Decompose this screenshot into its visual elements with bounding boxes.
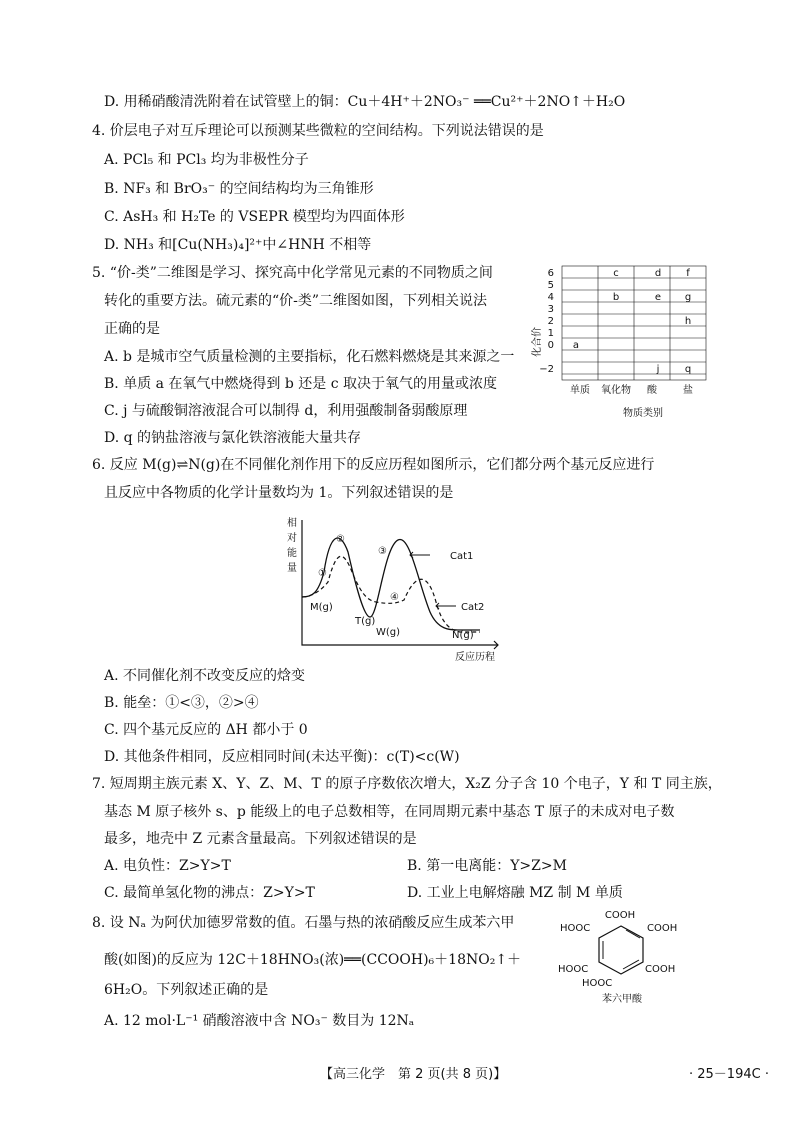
hooc-lower-left: HOOC: [558, 964, 589, 975]
cooh-lower-right: COOH: [645, 964, 676, 975]
cat2-label: Cat2: [461, 602, 485, 613]
q4-stem: 4. 价层电子对互斥理论可以预测某些微粒的空间结构。下列说法错误的是: [92, 123, 544, 139]
q4-option-b: B. NF₃ 和 BrO₃⁻ 的空间结构均为三角锥形: [104, 181, 374, 197]
q5-option-b: B. 单质 a 在氧气中燃烧得到 b 还是 c 取决于氧气的用量或浓度: [104, 376, 498, 392]
valence-tick: 0: [547, 340, 554, 351]
m-label: M(g): [310, 602, 333, 613]
valence-tick: 6: [547, 268, 554, 279]
n-label: N(g): [452, 630, 474, 641]
q5-option-c: C. j 与硫酸铜溶液混合可以制得 d，利用强酸制备弱酸原理: [104, 403, 468, 419]
valence-tick: 2: [547, 316, 554, 327]
valence-point-b: b: [612, 292, 620, 303]
valence-point-h: h: [684, 316, 692, 327]
barrier-1-label: ①: [318, 568, 327, 579]
q8-stem-3: 6H₂O。下列叙述正确的是: [104, 982, 269, 998]
category-label: 氧化物: [601, 385, 631, 396]
cooh-top: COOH: [604, 910, 636, 921]
structure-caption: 苯六甲酸: [602, 994, 642, 1005]
energy-axis-char-2: 对: [287, 533, 297, 544]
valence-point-q: q: [684, 364, 692, 375]
exam-code: · 25－194C ·: [689, 1067, 769, 1082]
q6-stem-2: 且反应中各物质的化学计量数均为 1。下列叙述错误的是: [104, 485, 454, 501]
reaction-coordinate-label: 反应历程: [455, 652, 495, 662]
q4-option-c: C. AsH₃ 和 H₂Te 的 VSEPR 模型均为四面体形: [104, 209, 405, 225]
category-label: 酸: [647, 385, 657, 396]
cooh-upper-right: COOH: [647, 923, 678, 934]
q7-stem-2: 基态 M 原子核外 s、p 能级上的电子总数相等，在同周期元素中基态 T 原子的未成对电子数: [104, 804, 675, 820]
benzene-ring: [599, 926, 643, 974]
valence-tick: 3: [547, 304, 554, 315]
q8-stem-1: 8. 设 Nₐ 为阿伏加德罗常数的值。石墨与热的浓硝酸反应生成苯六甲: [92, 915, 515, 931]
q6-option-a: A. 不同催化剂不改变反应的焓变: [104, 668, 306, 684]
sulfur-valence-chart: [528, 258, 718, 423]
valence-tick: 1: [547, 328, 554, 339]
q6-option-b: B. 能垒：①<③，②>④: [104, 695, 259, 711]
page-footer: 【高三化学 第 2 页(共 8 页)】: [320, 1067, 507, 1082]
w-label: W(g): [376, 627, 401, 638]
valence-tick: 4: [547, 292, 554, 303]
valence-point-f: f: [686, 268, 690, 279]
q6-option-d: D. 其他条件相同，反应相同时间(未达平衡)：c(T)<c(W): [104, 749, 460, 765]
barrier-2-label: ②: [336, 534, 345, 545]
t-label: T(g): [355, 616, 376, 627]
category-label: 单质: [570, 385, 590, 396]
material-class-label: 物质类别: [623, 408, 663, 419]
q7-option-d: D. 工业上电解熔融 MZ 制 M 单质: [407, 885, 623, 901]
q6-stem-1: 6. 反应 M(g)⇌N(g)在不同催化剂作用下的反应历程如图所示，它们都分两个基元反应进行: [92, 457, 655, 473]
valence-tick: −2: [539, 364, 554, 375]
ring-double-bond-1: [626, 930, 640, 938]
valence-point-e: e: [654, 292, 662, 303]
valence-point-d: d: [654, 268, 662, 279]
q7-option-b: B. 第一电离能：Y>Z>M: [407, 858, 567, 874]
q5-stem-3: 正确的是: [104, 321, 160, 337]
mellitic-acid-structure: [556, 906, 686, 1006]
q8-option-a: A. 12 mol·L⁻¹ 硝酸溶液中含 NO₃⁻ 数目为 12Nₐ: [104, 1013, 415, 1029]
q7-option-a: A. 电负性：Z>Y>T: [104, 858, 231, 874]
valence-point-g: g: [684, 292, 692, 303]
q4-option-d: D. NH₃ 和[Cu(NH₃)₄]²⁺中∠HNH 不相等: [104, 237, 372, 253]
q4-option-a: A. PCl₅ 和 PCl₃ 均为非极性分子: [104, 152, 309, 168]
q5-stem-2: 转化的重要方法。硫元素的“价-类”二维图如图，下列相关说法: [104, 293, 488, 309]
energy-axis-char-4: 量: [287, 563, 297, 574]
energy-profile-chart: [280, 512, 515, 662]
q6-option-c: C. 四个基元反应的 ΔH 都小于 0: [104, 722, 308, 738]
q7-option-c: C. 最简单氢化物的沸点：Z>Y>T: [104, 885, 315, 901]
valence-tick: 5: [547, 280, 554, 291]
q5-stem-1: 5. “价-类”二维图是学习、探究高中化学常见元素的不同物质之间: [92, 265, 493, 281]
valence-axis-label: 化合价: [532, 327, 543, 357]
q3-option-d: D. 用稀硝酸清洗附着在试管壁上的铜：Cu＋4H⁺＋2NO₃⁻ ══Cu²⁺＋2NO↑＋H₂O: [104, 94, 626, 110]
q7-stem-3: 最多，地壳中 Z 元素含量最高。下列叙述错误的是: [104, 831, 417, 847]
category-label: 盐: [683, 385, 693, 396]
ring-double-bond-2: [623, 960, 639, 969]
cat1-label: Cat1: [450, 551, 474, 562]
q5-option-d: D. q 的钠盐溶液与氯化铁溶液能大量共存: [104, 430, 362, 446]
valence-point-a: a: [572, 340, 580, 351]
q8-stem-2: 酸(如图)的反应为 12C＋18HNO₃(浓)══(CCOOH)₆＋18NO₂↑＋: [104, 952, 522, 968]
valence-point-j: j: [656, 364, 660, 375]
energy-axis-char-1: 相: [287, 518, 297, 529]
barrier-3-label: ③: [378, 546, 387, 557]
energy-axis-char-3: 能: [287, 548, 297, 559]
q5-option-a: A. b 是城市空气质量检测的主要指标，化石燃料燃烧是其来源之一: [104, 349, 515, 365]
q7-stem-1: 7. 短周期主族元素 X、Y、Z、M、T 的原子序数依次增大，X₂Z 分子含 10 个电子，Y 和 T 同主族，: [92, 776, 722, 792]
hooc-bottom: HOOC: [582, 978, 613, 989]
valence-point-c: c: [613, 268, 619, 279]
barrier-4-label: ④: [390, 592, 399, 603]
hooc-upper-left: HOOC: [560, 923, 591, 934]
